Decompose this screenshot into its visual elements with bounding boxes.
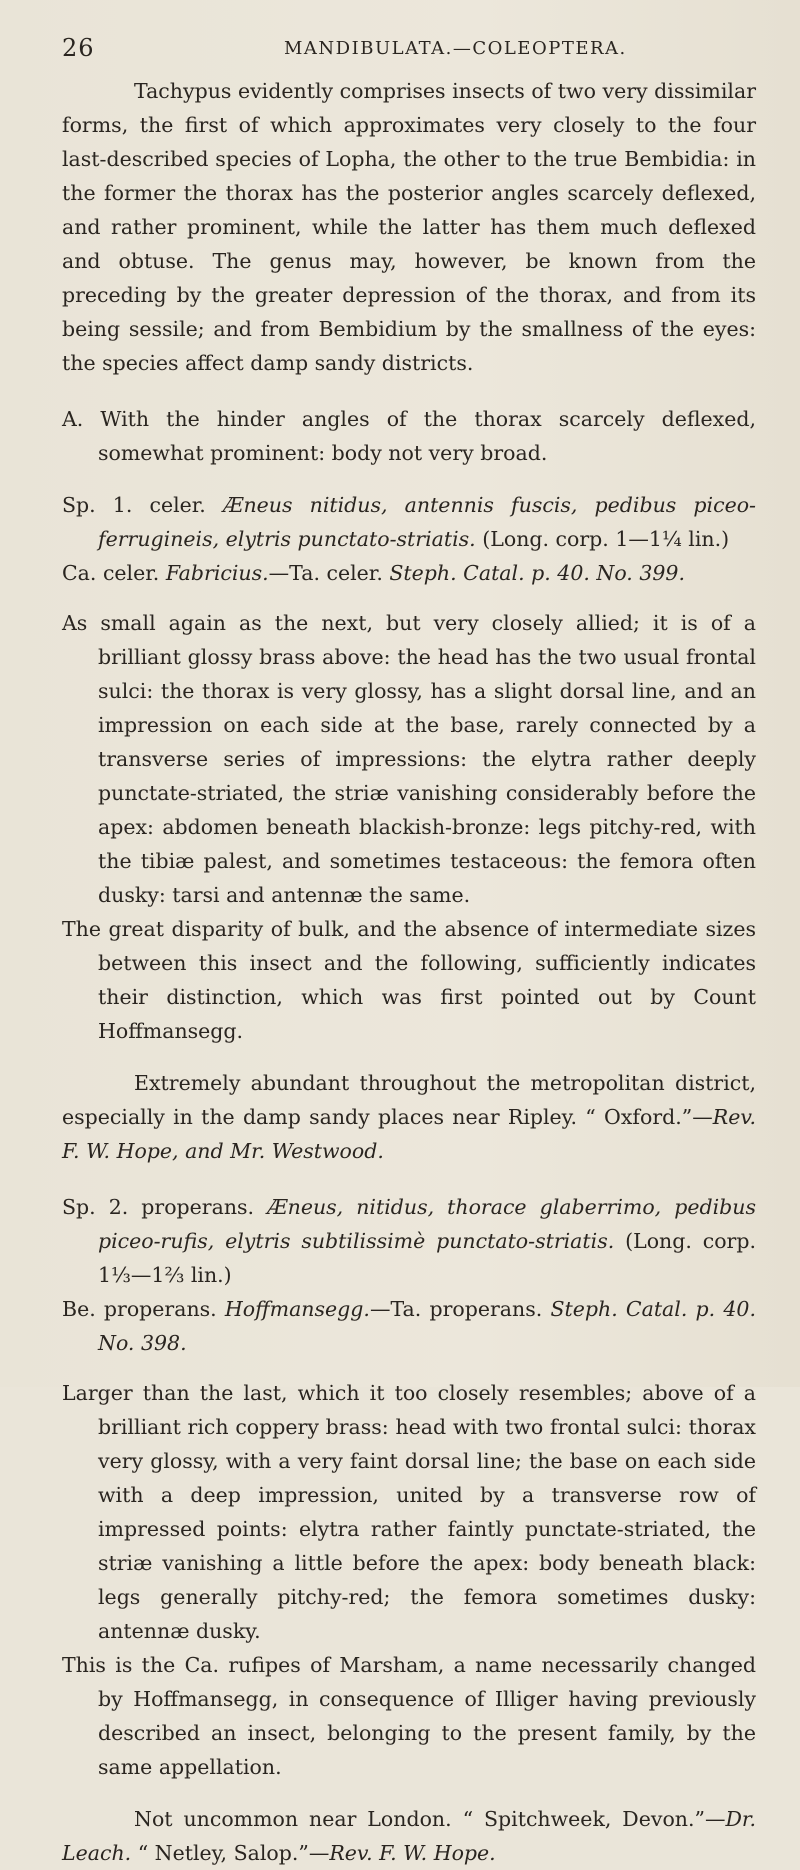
species-2-habitat-credit-2: Rev. F. W. Hope.	[329, 1841, 496, 1865]
species-1-synonymy	[62, 556, 756, 590]
species-1-syn-author: Fabricius.	[165, 561, 269, 585]
species-1-habitat-credit: Rev. F. W. Hope, and Mr. Westwood.	[62, 1105, 756, 1163]
species-2-description: Larger than the last, which it too closely resembles; above of a brilliant rich coppery brass: head with two frontal sulci: thorax very glossy, with a very faint dorsal line; the base on each side with a deep impression, united by a transverse row of impressed points: elytra rather faintly punctate-striated, the striæ vanishing a little before the apex: body beneath black: legs generally pitchy-red; the femora sometimes dusky: antennæ dusky.	[62, 1381, 756, 1643]
species-1-measure: (Long. corp. 1—1¼ lin.)	[482, 527, 730, 551]
species-1-latin: Æneus nitidus, antennis fuscis, pedibus piceo-ferrugineis, elytris punctato-striatis.	[98, 493, 756, 551]
species-1-label: Sp. 1. celer.	[62, 493, 206, 517]
intro-paragraph: Tachypus evidently comprises insects of two very dissimilar forms, the first of which approximates very closely to the four last-described species of Lopha, the other to the true Bembidia: in the former the thorax has the posterior angles scarcely deflexed, and rather prominent, while the latter has them much deflexed and obtuse. The genus may, however, be known from the preceding by the greater depression of the thorax, and from its being sessile; and from Bembidium by the smallness of the eyes: the species affect damp sandy districts.	[62, 79, 756, 375]
running-title: MANDIBULATA.—COLEOPTERA.	[284, 38, 627, 59]
species-2-latin: Æneus, nitidus, thorace glaberrimo, pedibus piceo-rufis, elytris subtilissimè punctato-striatis.	[98, 1195, 756, 1253]
species-1-description: As small again as the next, but very closely allied; it is of a brilliant glossy brass above: the head has the two usual frontal sulci: the thorax is very glossy, has a slight dorsal line, and an impression on each side at the base, rarely connected by a transverse series of impressions: the elytra rather deeply punctate-striated, the striæ vanishing considerably before the apex: abdomen beneath blackish-bronze: legs pitchy-red, with the tibiæ palest, and sometimes testaceous: the femora often dusky: tarsi and antennæ the same.	[62, 611, 756, 907]
species-2-diagnosis	[62, 1190, 756, 1292]
species-2-remarks: This is the Ca. rufipes of Marsham, a name necessarily changed by Hoffmansegg, in consequence of Illiger having previously described an insect, belonging to the present family, by the same appellation.	[62, 1653, 756, 1779]
species-1-syn-label: Ca. celer.	[62, 561, 160, 585]
running-head	[62, 34, 760, 62]
species-2-habitat	[62, 1802, 756, 1870]
page-number: 26	[62, 34, 95, 62]
species-1-habitat	[62, 1066, 756, 1168]
species-1-syn-ref: Steph. Catal. p. 40. No. 399.	[389, 561, 685, 585]
species-1-syn-rest: —Ta. celer.	[268, 561, 383, 585]
species-2-habitat-mid: “ Netley, Salop.”—	[131, 1841, 330, 1865]
species-2-syn-ref: Steph. Catal. p. 40. No. 398.	[98, 1297, 756, 1355]
species-1-habitat-text: Extremely abundant throughout the metropolitan district, especially in the damp sandy places near Ripley. “ Oxford.”—	[62, 1071, 756, 1129]
species-1-remarks: The great disparity of bulk, and the absence of intermediate sizes between this insect and the following, sufficiently indicates their distinction, which was first pointed out by Count Hoffmansegg.	[62, 917, 756, 1043]
species-2-syn-rest: —Ta. properans.	[369, 1297, 543, 1321]
species-2-syn-author: Hoffmansegg.	[224, 1297, 370, 1321]
section-a-heading: A. With the hinder angles of the thorax scarcely deflexed, somewhat prominent: body not very broad.	[62, 407, 756, 465]
species-2-habitat-text: Not uncommon near London. “ Spitchweek, Devon.”—	[134, 1807, 726, 1831]
species-2-label: Sp. 2. properans.	[62, 1195, 255, 1219]
species-1-diagnosis	[62, 488, 756, 556]
species-2-habitat-credit-1: Dr. Leach.	[62, 1807, 756, 1865]
species-2-synonymy	[62, 1292, 756, 1360]
species-2-measure: (Long. corp. 1⅓—1⅔ lin.)	[98, 1229, 756, 1287]
species-2-syn-label: Be. properans.	[62, 1297, 217, 1321]
body-text	[62, 74, 756, 1870]
